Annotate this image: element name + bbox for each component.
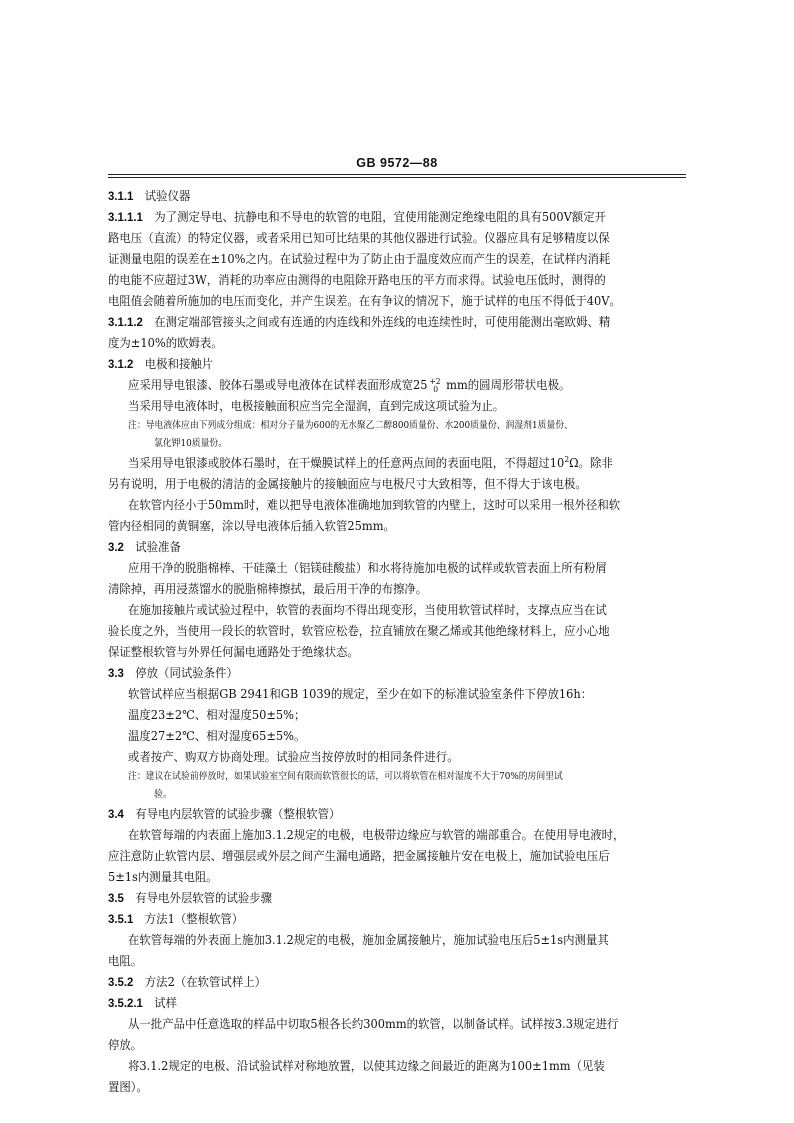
line-content	[128, 726, 305, 747]
body-line	[108, 1014, 686, 1035]
section-line	[108, 993, 686, 1014]
paragraph-text: 管内径相同的黄铜塞，涂以导电液体后插入软管25mm。	[108, 519, 395, 533]
paragraph-text: 在施加接触片或试验过程中，软管的表面均不得出现变形，当使用软管试样时，支撑点应当在试	[128, 603, 607, 617]
line-content	[108, 846, 610, 867]
section-text: 电极和接触片	[144, 357, 214, 371]
paragraph-text: 软管试样应当根据GB 2941和GB 1039的规定，至少在如下的标准试验室条件下停放16h：	[128, 687, 593, 701]
line-content	[108, 621, 610, 642]
paragraph-text: 将3.1.2规定的电极、沿试验试样对称地放置，以使其边缘之间最近的距离为100±1mm（见装	[128, 1059, 605, 1073]
note-line	[108, 417, 686, 435]
line-content	[108, 972, 266, 993]
note-text: 注：导电液体应由下列成分组成：相对分子量为600的无水聚乙二醇800质量份、水200质量份、润湿剂1质量份、	[128, 420, 573, 431]
paragraph-text: 应用干净的脱脂棉棒、干硅藻土（铝镁硅酸盐）和水将待施加电极的试样或软管表面上所有粉屑	[128, 561, 607, 575]
paragraph-text: 度为±10%的欧姆表。	[108, 336, 223, 350]
paragraph-text: 停放。	[108, 1038, 143, 1052]
section-number: 3.1.1.2	[108, 315, 143, 329]
line-content	[128, 1056, 605, 1077]
section-line	[108, 537, 686, 558]
paragraph-text: 置图）。	[108, 1080, 148, 1094]
paragraph-text: 证测量电阻的误差在±10%之内。在试验过程中为了防止由于温度效应而产生的误差，在试样内消耗	[108, 252, 611, 266]
body-line	[108, 951, 686, 972]
superscript: 2	[564, 455, 570, 464]
body-line	[108, 846, 686, 867]
line-content	[128, 684, 592, 705]
body-line	[108, 474, 686, 495]
body-line	[108, 270, 686, 291]
section-number: 3.4	[108, 807, 124, 821]
paragraph-text: mm的圆周形带状电极。	[442, 378, 571, 392]
body-line	[108, 642, 686, 663]
line-content	[108, 867, 218, 888]
header-rule-bottom	[108, 177, 686, 178]
body-line	[108, 495, 686, 516]
paragraph-text: 应注意防止软管内层、增强层或外层之间产生漏电通路，把金属接触片安在电极上，施加试验电压后	[108, 849, 610, 863]
body-line	[108, 375, 686, 396]
section-text: 有导电外层软管的试验步骤	[135, 891, 273, 905]
body-line	[108, 1035, 686, 1056]
tolerance	[429, 378, 440, 394]
section-number: 3.2	[108, 540, 124, 554]
note-text: 验。	[154, 789, 172, 800]
body-line	[108, 516, 686, 537]
paragraph-text: 电阻值会随着所施加的电压而变化，并产生误差。在有争议的情况下，施于试样的电压不得低于40V。	[108, 294, 621, 308]
section-text: 方法1（整根软管）	[144, 912, 244, 926]
line-content	[108, 249, 610, 270]
line-content	[108, 270, 606, 291]
section-line	[108, 804, 686, 825]
paragraph-text: 应采用导电银漆、胶体石墨或导电液体在试样表面形成宽25	[128, 378, 428, 392]
note-line	[108, 435, 686, 453]
line-content	[128, 825, 624, 846]
paragraph-text: 从一批产品中任意选取的样品中切取5根各长约300mm的软管，以制备试样。试样按3.3规定进行	[128, 1017, 619, 1031]
body-line	[108, 396, 686, 417]
paragraph-text: 在软管每端的内表面上施加3.1.2规定的电极，电极带边缘应与软管的端部重合。在使用导电液时，	[128, 828, 625, 842]
body-line	[108, 867, 686, 888]
line-content	[128, 705, 305, 726]
section-number: 3.1.2	[108, 357, 134, 371]
note-text: 注：建议在试验前停放时，如果试验室空间有限而软管很长的话，可以将软管在相对湿度不大于70%的房间里试	[128, 771, 563, 782]
line-content	[108, 663, 238, 684]
line-content	[108, 909, 243, 930]
paragraph-text: Ω。除非	[569, 456, 613, 470]
line-content	[108, 186, 190, 207]
paragraph-text: 当采用导电银漆或胶体石墨时，在干燥膜试样上的任意两点间的表面电阻，不得超过10	[128, 456, 565, 470]
line-content	[108, 1035, 142, 1056]
body-line	[108, 1056, 686, 1077]
body-line	[108, 579, 686, 600]
body-line	[108, 825, 686, 846]
section-line	[108, 909, 686, 930]
paragraph-text: 在软管每端的外表面上施加3.1.2规定的电极，施加金属接触片，施加试验电压后5±1s内测量其	[128, 933, 609, 947]
line-content	[108, 474, 587, 495]
section-number: 3.5.1	[108, 912, 134, 926]
section-line	[108, 354, 686, 375]
paragraph-text: 保证整根软管与外界任何漏电通路处于绝缘状态。	[108, 645, 359, 659]
section-text: 停放（同试验条件）	[135, 666, 238, 680]
section-number: 3.3	[108, 666, 124, 680]
note-text: 氯化钾10质量份。	[154, 438, 228, 449]
section-number: 3.1.1.1	[108, 210, 143, 224]
paragraph-text: 另有说明，用于电极的清洁的金属接触片的接触面应与电极尺寸大致相等，但不得大于该电极。	[108, 477, 587, 491]
line-content	[128, 495, 620, 516]
paragraph-text: 清除掉，再用浸蒸馏水的脱脂棉棒擦拭，最后用干净的布擦净。	[108, 582, 428, 596]
paragraph-text: 5±1s内测量其电阻。	[108, 870, 218, 884]
section-text: 方法2（在软管试样上）	[144, 975, 267, 989]
section-text: 在测定端部管接头之间或有连通的内连线和外连线的电连续性时，可使用能测出毫欧姆、精	[154, 315, 611, 329]
section-number: 3.5	[108, 891, 124, 905]
paragraph-text: 当采用导电液体时，电极接触面积应当完全湿润，直到完成这项试验为止。	[128, 399, 505, 413]
paragraph-text: 或者按产、购双方协商处理。试验应当按停放时的相同条件进行。	[128, 750, 459, 764]
tolerance-lower: 0	[433, 384, 439, 394]
line-content	[108, 516, 395, 537]
line-content	[128, 375, 570, 396]
paragraph-text: 在软管内径小于50mm时，难以把导电液体准确地加到软管的内壁上，这时可以采用一根外径和软	[128, 498, 621, 512]
paragraph-text: 验长度之外，当使用一段长的软管时，软管应松卷，拉直铺放在聚乙烯或其他绝缘材料上，应小心地	[108, 624, 610, 638]
body-line	[108, 558, 686, 579]
body-line	[108, 228, 686, 249]
standard-code-header: GB 9572—88	[356, 156, 438, 170]
line-content	[108, 537, 181, 558]
body-line	[108, 726, 686, 747]
body-line	[108, 705, 686, 726]
line-content	[128, 396, 504, 417]
line-content	[108, 354, 213, 375]
body-line	[108, 621, 686, 642]
body-line	[108, 930, 686, 951]
paragraph-text: 温度23±2℃、相对湿度50±5%；	[128, 708, 306, 722]
body-line	[108, 747, 686, 768]
section-text: 试验仪器	[144, 189, 191, 203]
line-content	[108, 579, 427, 600]
body-line	[108, 333, 686, 354]
section-line	[108, 972, 686, 993]
line-content	[108, 993, 177, 1014]
note-line	[108, 786, 686, 804]
line-content	[108, 312, 610, 333]
section-number: 3.5.2.1	[108, 996, 143, 1010]
header-rule-top	[108, 174, 686, 175]
section-number: 3.5.2	[108, 975, 134, 989]
line-content	[128, 1014, 619, 1035]
body-line	[108, 291, 686, 312]
section-line	[108, 207, 686, 228]
line-content	[128, 453, 613, 474]
body-line	[108, 1077, 686, 1098]
line-content	[108, 207, 606, 228]
line-content	[108, 804, 340, 825]
line-content	[108, 1077, 148, 1098]
section-text: 为了测定导电、抗静电和不导电的软管的电阻，宜使用能测定绝缘电阻的具有500V额定开	[154, 210, 607, 224]
paragraph-text: 路电压（直流）的特定仪器，或者采用已知可比结果的其他仪器进行试验。仪器应具有足够精度以保	[108, 231, 610, 245]
line-content	[128, 600, 607, 621]
paragraph-text: 的电能不应超过3W，消耗的功率应由测得的电阻除开路电压的平方而求得。试验电压低时，测得的	[108, 273, 606, 287]
body-line	[108, 600, 686, 621]
line-content	[108, 228, 610, 249]
line-content	[108, 888, 272, 909]
section-line	[108, 186, 686, 207]
section-line	[108, 663, 686, 684]
section-text: 试验准备	[135, 540, 181, 554]
paragraph-text: 温度27±2℃、相对湿度65±5%。	[128, 729, 306, 743]
line-content	[128, 930, 609, 951]
note-line	[108, 768, 686, 786]
line-content	[108, 642, 359, 663]
body-line	[108, 684, 686, 705]
line-content	[108, 333, 223, 354]
paragraph-text: 电阻。	[108, 954, 143, 968]
document-body	[108, 186, 686, 1098]
tolerance-upper: +2	[429, 376, 441, 386]
line-content	[128, 558, 607, 579]
section-line	[108, 312, 686, 333]
section-line	[108, 888, 686, 909]
line-content	[108, 291, 621, 312]
line-content	[128, 747, 459, 768]
line-content	[108, 951, 142, 972]
section-text: 有导电内层软管的试验步骤（整根软管）	[135, 807, 341, 821]
body-line	[108, 453, 686, 474]
section-text: 试样	[154, 996, 178, 1010]
section-number: 3.1.1	[108, 189, 134, 203]
body-line	[108, 249, 686, 270]
